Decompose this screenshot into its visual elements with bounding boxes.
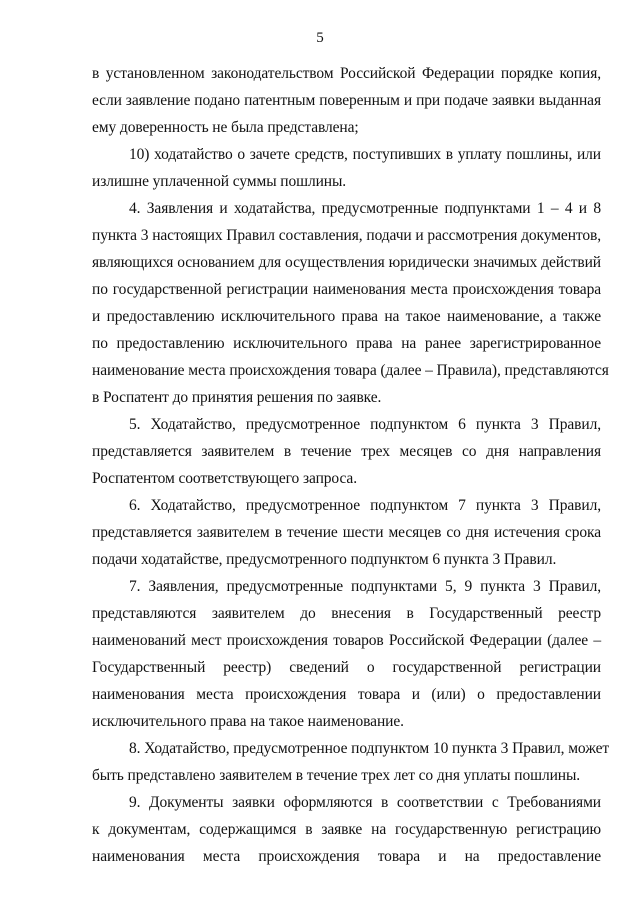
- text-line: по предоставлению исключительного права на ранее зарегистрированное: [92, 335, 601, 352]
- text-line: Роспатентом соответствующего запроса.: [92, 470, 357, 487]
- text-line: наименований мест происхождения товаров Российской Федерации (далее –: [92, 632, 601, 649]
- text-line: 10) ходатайство о зачете средств, поступивших в уплату пошлины, или: [129, 146, 601, 163]
- text-line: исключительного права на такое наименование.: [92, 713, 404, 730]
- text-line: в установленном законодательством Российской Федерации порядке копия,: [92, 65, 601, 82]
- text-line: 7. Заявления, предусмотренные подпунктами 5, 9 пункта 3 Правил,: [129, 578, 601, 595]
- text-line: по государственной регистрации наименования места происхождения товара: [92, 281, 601, 298]
- text-line: Государственный реестр) сведений о государственной регистрации: [92, 659, 601, 676]
- text-line: наименования места происхождения товара и (или) о предоставлении: [92, 686, 601, 703]
- text-line: 9. Документы заявки оформляются в соответствии с Требованиями: [129, 794, 601, 811]
- text-line: 8. Ходатайство, предусмотренное подпунктом 10 пункта 3 Правил, может: [129, 740, 610, 757]
- text-line: быть представлено заявителем в течение трех лет со дня уплаты пошлины.: [92, 767, 581, 784]
- text-line: являющихся основанием для осуществления юридически значимых действий: [92, 254, 601, 271]
- text-line: пункта 3 настоящих Правил составления, подачи и рассмотрения документов,: [92, 227, 601, 244]
- text-line: 4. Заявления и ходатайства, предусмотренные подпунктами 1 – 4 и 8: [129, 200, 601, 217]
- page-number: 5: [316, 30, 324, 46]
- text-line: 5. Ходатайство, предусмотренное подпунктом 6 пункта 3 Правил,: [129, 416, 601, 433]
- text-line: если заявление подано патентным поверенным и при подаче заявки выданная: [92, 92, 601, 109]
- text-line: представляется заявителем в течение шести месяцев со дня истечения срока: [92, 524, 601, 541]
- text-line: представляется заявителем в течение трех месяцев со дня направления: [92, 443, 601, 460]
- text-line: наименования места происхождения товара и на предоставление: [92, 848, 601, 865]
- text-line: к документам, содержащимся в заявке на государственную регистрацию: [92, 821, 601, 838]
- text-line: представляются заявителем до внесения в Государственный реестр: [92, 605, 601, 622]
- text-line: ему доверенность не была представлена;: [92, 119, 359, 136]
- text-line: излишне уплаченной суммы пошлины.: [92, 173, 347, 190]
- text-line: наименование места происхождения товара (далее – Правила), представляются: [92, 362, 609, 379]
- text-line: подачи ходатайстве, предусмотренного подпунктом 6 пункта 3 Правил.: [92, 551, 557, 568]
- text-line: и предоставлению исключительного права на такое наименование, а также: [92, 308, 601, 325]
- text-line: в Роспатент до принятия решения по заявке.: [92, 389, 382, 406]
- text-line: 6. Ходатайство, предусмотренное подпунктом 7 пункта 3 Правил,: [129, 497, 601, 514]
